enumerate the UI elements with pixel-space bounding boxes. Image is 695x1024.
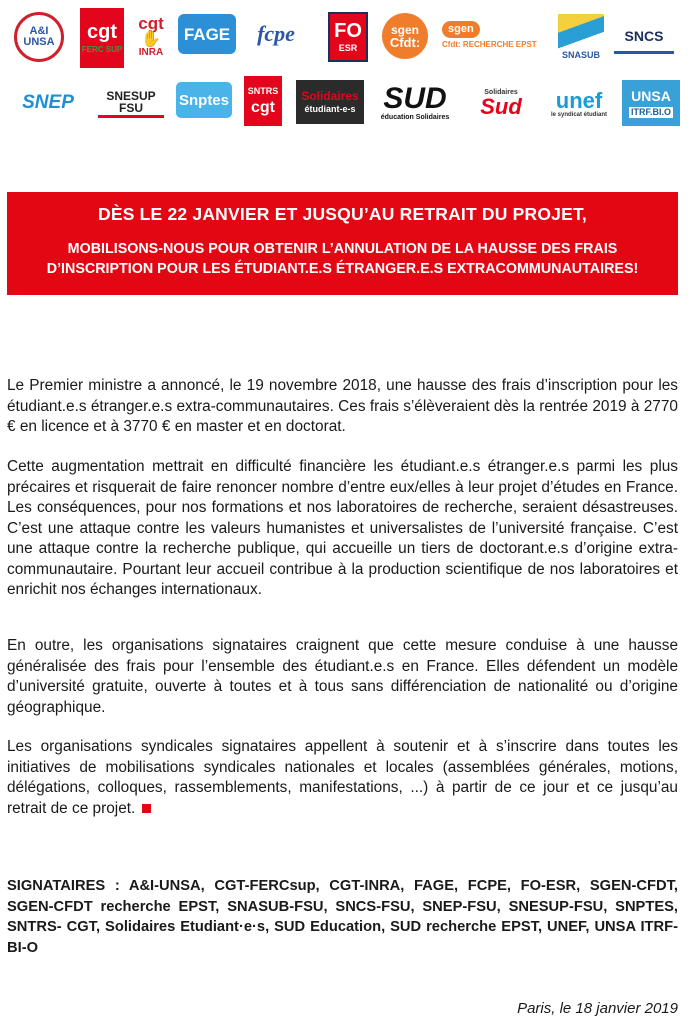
headline-banner: [7, 192, 678, 295]
fo-esr-logo: FO ESR: [328, 12, 368, 62]
ai-unsa-logo: A&I UNSA: [14, 12, 64, 62]
unsa-itrf-bio-logo: UNSA ITRF.BI.O: [622, 80, 680, 126]
sgen-cfdt-recherche-logo: sgen Cfdt: RECHERCHE EPST: [442, 23, 537, 49]
snesup-fsu-logo: SNESUP FSU: [98, 88, 164, 118]
sgen-cfdt-logo: sgen Cfdt:: [382, 13, 428, 59]
sntrs-cgt-logo: SNTRS cgt: [244, 76, 282, 126]
end-square-icon: [142, 804, 151, 813]
solidaires-etudiant-logo: Solidaires étudiant-e-s: [296, 80, 364, 124]
paragraph-call-to-action: [7, 737, 678, 819]
headline-subtitle: [7, 239, 678, 279]
sncs-logo: SNCS: [614, 20, 674, 54]
snep-logo: SNEP: [22, 91, 74, 113]
paragraph-consequences: Cette augmentation mettrait en difficulté financière les étudiant.e.s étranger.e.s parmi les plus précaires et risquerait de faire renoncer nombre d’entre eux/elles à leur projet d’études en France. Les conséquences, pour nos formations et nos laboratoires de recherche, seraient désastreuses. C’est une attaque contre les valeurs humanistes et universalistes de l’université française. C’est une attaque contre la recherche publique, qui accueille un tiers de doctorant.e.s d’origine extra-communautaire. Pourtant leur accueil contribue à la production scientifique de nos laboratoires et enrichit nos échanges internationaux.: [7, 458, 678, 598]
fage-logo: FAGE: [178, 14, 236, 54]
unef-logo: unef le syndicat étudiant: [550, 88, 607, 118]
cgt-inra-logo: cgt ✋ INRA: [138, 13, 164, 58]
fcpe-logo: fcpe: [257, 21, 295, 46]
cgt-fercsup-logo: cgt FERC SUP: [80, 8, 124, 68]
paragraph-announcement: Le Premier ministre a annoncé, le 19 novembre 2018, une hausse des frais d’inscription pour les étudiant.e.s étranger.e.s extra-communautaires. Ces frais s’élèveraient dès la rentrée 2019 à 2770 € en licence et à 3770 € en master et en doctorat.: [7, 377, 678, 435]
signatories-list: SIGNATAIRES : A&I-UNSA, CGT-FERCsup, CGT-INRA, FAGE, FCPE, FO-ESR, SGEN-CFDT, SGEN-CFDT recherche EPST, SNASUB-FSU, SNCS-FSU, SNEP-FSU, SNESUP-FSU, SNPTES, SNTRS- CGT, Solidaires Etudiant·e·s, SUD Education, SUD recherche EPST, UNEF, UNSA ITRF-BI-O: [7, 878, 678, 956]
call-to-action-text: Les organisations syndicales signataires appellent à soutenir et à s’inscrire dans toutes les initiatives de mobilisations syndicales nationales et locales (assemblées générales, motions, délégations, colloques, rassemblements, manifestations, ...) à partir de ce jour et ce jusqu’au retrait de ce projet.: [7, 738, 678, 817]
snasub-logo: SNASUB: [558, 14, 604, 60]
headline-subtitle-line2: D’INSCRIPTION POUR LES ÉTUDIANT.E.S ÉTRANGER.E.S EXTRACOMMUNAUTAIRES!: [46, 261, 639, 277]
date-line: Paris, le 18 janvier 2019: [517, 1000, 678, 1017]
headline-subtitle-line1: MOBILISONS-NOUS POUR OBTENIR L’ANNULATION DE LA HAUSSE DES FRAIS: [67, 241, 618, 257]
handshake-icon: ✋: [141, 30, 161, 48]
sud-recherche-logo: Solidaires Sud: [480, 88, 522, 119]
sud-education-logo: SUD éducation Solidaires: [380, 81, 450, 121]
paragraph-concerns: En outre, les organisations signataires craignent que cette mesure conduise à une hausse généralisée des frais pour l’ensemble des étudiant.e.s en France. Elles défendent un modèle d’université gratuite, ouverte à toutes et à tous sans différenciation de nationalité ou d’origine géographique.: [7, 637, 678, 716]
logo-band: [0, 0, 695, 135]
headline-title: DÈS LE 22 JANVIER ET JUSQU’AU RETRAIT DU PROJET,: [98, 204, 587, 224]
snptes-logo: Snptes: [176, 82, 232, 118]
